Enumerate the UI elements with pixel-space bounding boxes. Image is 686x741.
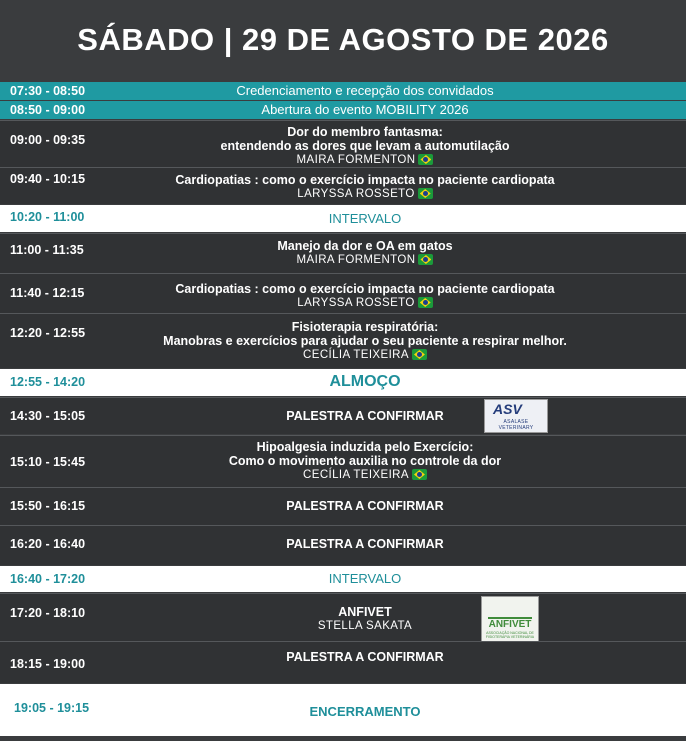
row-time: 07:30 - 08:50	[10, 84, 86, 98]
speaker-name: LARYSSA ROSSETO	[110, 296, 620, 310]
row-time: 09:00 - 09:35	[10, 133, 86, 147]
schedule-row	[0, 313, 686, 368]
row-time: 08:50 - 09:00	[10, 103, 86, 117]
speaker-name: CECÍLIA TEIXEIRA	[110, 348, 620, 362]
speaker-name: CECÍLIA TEIXEIRA	[110, 468, 620, 482]
asv-logo	[484, 399, 548, 433]
speaker-name: MAIRA FORMENTON	[110, 253, 620, 267]
row-time: 12:55 - 14:20	[10, 375, 86, 389]
schedule-row-encerramento	[0, 684, 686, 736]
logo-text: ANFIVET	[488, 619, 532, 630]
brazil-flag-icon	[418, 297, 433, 308]
session-info	[110, 537, 620, 551]
session-info	[110, 605, 620, 633]
brazil-flag-icon	[412, 349, 427, 360]
row-time: 15:10 - 15:45	[10, 455, 86, 469]
schedule-row	[0, 525, 686, 565]
session-subtitle: Manobras e exercícios para ajudar o seu paciente a respirar melhor.	[163, 334, 567, 348]
session-info	[110, 499, 620, 513]
session-info	[110, 440, 620, 482]
schedule-row	[0, 397, 686, 434]
speaker-name: STELLA SAKATA	[317, 620, 413, 632]
row-time: 14:30 - 15:05	[10, 409, 86, 423]
schedule-row	[0, 435, 686, 487]
row-title: Abertura do evento MOBILITY 2026	[261, 102, 469, 117]
session-info	[110, 239, 620, 267]
row-time: 19:05 - 19:15	[14, 701, 90, 715]
session-info	[110, 173, 620, 201]
row-time: 17:20 - 18:10	[10, 606, 86, 620]
session-title: ANFIVET	[338, 605, 392, 619]
schedule-row-almoco	[0, 369, 686, 396]
session-subtitle: Como o movimento auxilia no controle da dor	[228, 454, 502, 468]
session-info	[110, 650, 620, 664]
row-time: 10:20 - 11:00	[10, 210, 85, 224]
schedule-row-abertura	[0, 101, 686, 119]
row-time: 16:20 - 16:40	[10, 537, 86, 551]
brazil-flag-icon	[412, 469, 427, 480]
session-title: Cardiopatias : como o exercício impacta no paciente cardiopata	[175, 282, 555, 296]
row-title: INTERVALO	[328, 211, 402, 226]
session-info	[110, 282, 620, 310]
session-title: Fisioterapia respiratória:	[291, 320, 439, 334]
session-info	[110, 125, 620, 167]
animal-silhouette-icon	[488, 601, 532, 619]
row-title: Credenciamento e recepção dos convidados	[236, 83, 494, 98]
page-title: SÁBADO | 29 DE AGOSTO DE 2026	[77, 22, 609, 57]
row-title: ALMOÇO	[329, 373, 401, 390]
brazil-flag-icon	[418, 254, 433, 265]
schedule-row	[0, 120, 686, 167]
schedule-row-intervalo	[0, 566, 686, 592]
row-time: 12:20 - 12:55	[10, 326, 86, 340]
brazil-flag-icon	[418, 154, 433, 165]
session-title: PALESTRA A CONFIRMAR	[286, 409, 444, 423]
row-title: INTERVALO	[328, 571, 402, 586]
session-info	[110, 320, 620, 362]
row-time: 18:15 - 19:00	[10, 657, 86, 671]
session-subtitle: entendendo as dores que levam a automutilação	[220, 139, 510, 153]
schedule-row	[0, 641, 686, 683]
session-title: Hipoalgesia induzida pelo Exercício:	[256, 440, 474, 454]
schedule-row-intervalo	[0, 205, 686, 232]
schedule-row	[0, 487, 686, 525]
schedule-row	[0, 593, 686, 641]
schedule-row	[0, 167, 686, 204]
row-time: 09:40 - 10:15	[10, 172, 86, 186]
row-time: 11:40 - 12:15	[10, 286, 85, 300]
logo-subtext: ASSOCIAÇÃO NACIONAL DE FISIOTERAPIA VETERINÁRIA	[485, 631, 535, 639]
schedule-row-credenciamento	[0, 82, 686, 100]
brazil-flag-icon	[418, 188, 433, 199]
speaker-name: MAIRA FORMENTON	[110, 153, 620, 167]
session-title: PALESTRA A CONFIRMAR	[286, 537, 444, 551]
row-time: 15:50 - 16:15	[10, 499, 86, 513]
row-title: ENCERRAMENTO	[309, 704, 421, 719]
anfivet-logo	[481, 596, 539, 642]
session-title: Cardiopatias : como o exercício impacta no paciente cardiopata	[175, 173, 555, 187]
session-title: Dor do membro fantasma:	[287, 125, 443, 139]
row-time: 11:00 - 11:35	[10, 243, 84, 257]
session-title: Manejo da dor e OA em gatos	[277, 239, 453, 253]
speaker-name: LARYSSA ROSSETO	[110, 187, 620, 201]
session-title: PALESTRA A CONFIRMAR	[286, 650, 444, 664]
logo-text: ASV	[493, 401, 522, 417]
logo-subtext: ASALASE VETERINARY	[498, 419, 534, 431]
schedule-row	[0, 273, 686, 313]
session-title: PALESTRA A CONFIRMAR	[286, 499, 444, 513]
row-time: 16:40 - 17:20	[10, 572, 86, 586]
schedule-row	[0, 233, 686, 273]
